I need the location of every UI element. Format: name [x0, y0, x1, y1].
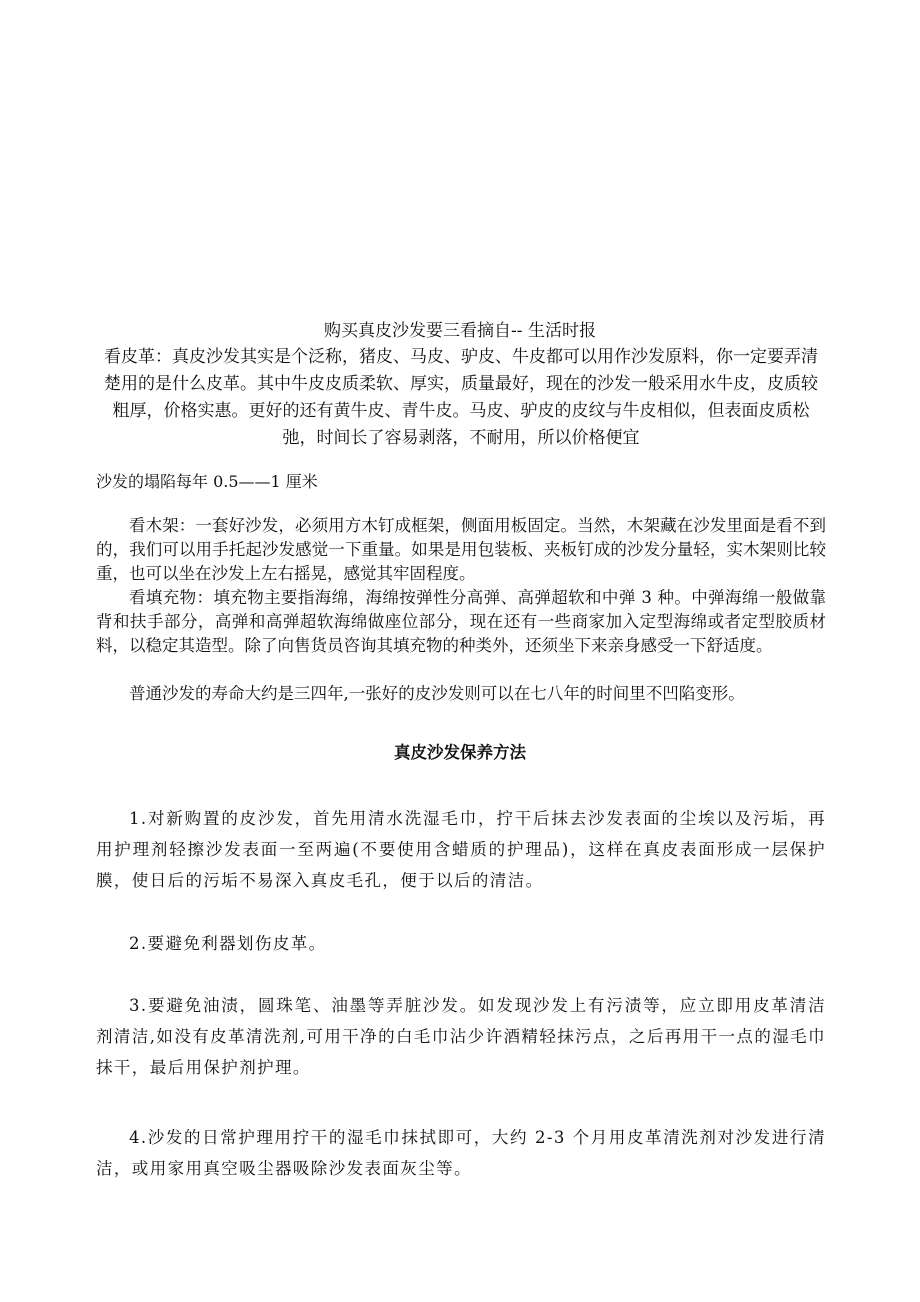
filling-paragraph: 看填充物：填充物主要指海绵，海绵按弹性分高弹、高弹超软和中弹 3 种。中弹海绵一般做靠背和扶手部分，高弹和高弹超软海绵做座位部分，现在还有一些商家加入定型海绵或者定型胶质材料，以稳定其造型。除了向售货员咨询其填充物的种类外，还须坐下来亲身感受一下舒适度。 — [96, 588, 826, 655]
maintenance-section-title: 真皮沙发保养方法 — [394, 743, 526, 762]
leather-paragraph: 看皮革：真皮沙发其实是个泛称，猪皮、马皮、驴皮、牛皮都可以用作沙发原料，你一定要弄清楚用的是什么皮革。其中牛皮皮质柔软、厚实，质量最好，现在的沙发一般采用水牛皮，皮质较粗厚，价格实惠。更好的还有黄牛皮、青牛皮。马皮、驴皮的皮纹与牛皮相似，但表面皮质松弛，时间长了容易剥落，不耐用，所以价格便宜 — [104, 347, 818, 448]
maintenance-step-4: 4.沙发的日常护理用拧干的湿毛巾抹拭即可，大约 2-3 个月用皮革清洗剂对沙发进行清洁，或用家用真空吸尘器吸除沙发表面灰尘等。 — [96, 1128, 826, 1178]
lifespan-paragraph: 普通沙发的寿命大约是三四年,一张好的皮沙发则可以在七八年的时间里不凹陷变形。 — [129, 684, 745, 703]
maintenance-step-1: 1.对新购置的皮沙发，首先用清水洗湿毛巾，拧干后抹去沙发表面的尘埃以及污垢，再用护理剂轻擦沙发表面一至两遍(不要使用含蜡质的护理品)，这样在真皮表面形成一层保护膜，使日后的污垢不易深入真皮毛孔，便于以后的清洁。 — [96, 809, 826, 890]
article-title: 购买真皮沙发要三看摘自-- 生活时报 — [324, 321, 596, 341]
maintenance-step-2: 2.要避免利器划伤皮革。 — [129, 934, 327, 953]
wood-frame-paragraph: 看木架：一套好沙发，必须用方木钉成框架，侧面用板固定。当然，木架藏在沙发里面是看不到的，我们可以用手托起沙发感觉一下重量。如果是用包装板、夹板钉成的沙发分量轻，实木架则比较重，也可以坐在沙发上左右摇晃，感觉其牢固程度。 — [96, 516, 826, 583]
maintenance-step-3: 3.要避免油渍，圆珠笔、油墨等弄脏沙发。如发现沙发上有污渍等，应立即用皮革清洁剂清洁,如没有皮革清洗剂,可用干净的白毛巾沾少许酒精轻抹污点，之后再用干一点的湿毛巾抹干，最后用保护剂护理。 — [96, 996, 826, 1077]
sag-note: 沙发的塌陷每年 0.5——1 厘米 — [96, 472, 318, 491]
